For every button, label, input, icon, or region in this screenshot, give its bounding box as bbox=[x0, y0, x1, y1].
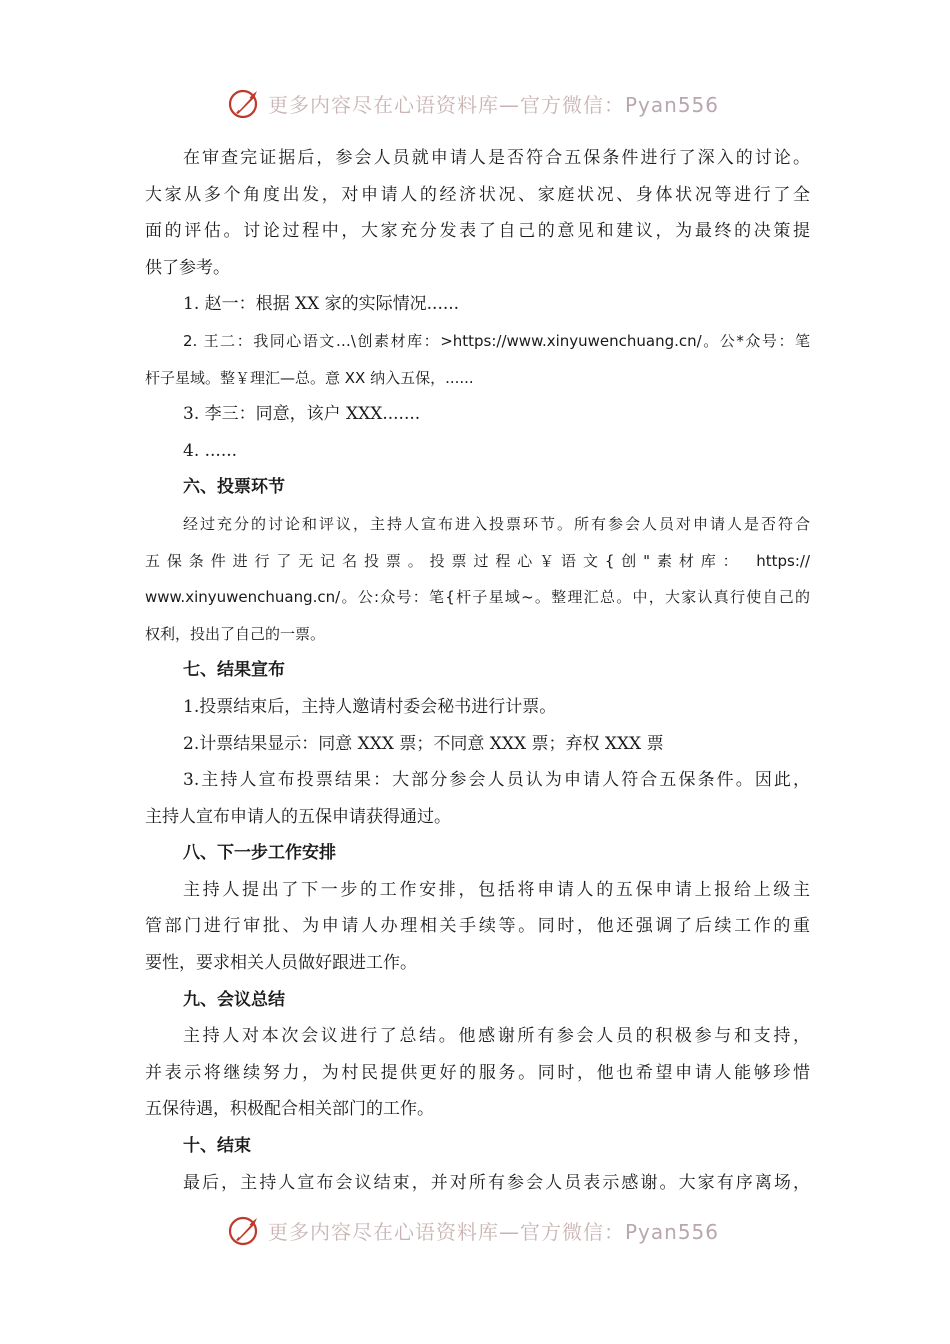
pen-nib-circle-icon bbox=[228, 86, 262, 120]
paragraph-line: 供了参考。 bbox=[145, 257, 230, 278]
paragraph-line: 并表示将继续努力，为村民提供更好的服务。同时，他也希望申请人能够珍惜 bbox=[145, 1062, 810, 1083]
paragraph-line: 主持人对本次会议进行了总结。他感谢所有参会人员的积极参与和支持， bbox=[183, 1026, 810, 1047]
paragraph-line: 管部门进行审批、为申请人办理相关手续等。同时，他还强调了后续工作的重 bbox=[145, 916, 810, 937]
list-item: 4. ...... bbox=[183, 440, 238, 461]
paragraph-line: 要性，要求相关人员做好跟进工作。 bbox=[145, 953, 417, 974]
paragraph-line: 面的评估。讨论过程中，大家充分发表了自己的意见和建议，为最终的决策提 bbox=[145, 221, 810, 242]
list-item: 1.投票结束后，主持人邀请村委会秘书进行计票。 bbox=[183, 696, 557, 717]
list-item: 1. 赵一：根据 XX 家的实际情况...... bbox=[183, 294, 460, 315]
list-item: 3.主持人宣布投票结果：大部分参会人员认为申请人符合五保条件。因此， bbox=[183, 770, 810, 791]
banner-wechat-id: Pyan556 bbox=[625, 1219, 720, 1244]
pen-nib-circle-icon bbox=[228, 1213, 262, 1247]
list-item: 2. 王二：我同心语文…\创素材库：>https://www.xinyuwenchuang.cn/。公*众号：笔 bbox=[183, 331, 810, 350]
paragraph-line: 大家从多个角度出发，对申请人的经济状况、家庭状况、身体状况等进行了全 bbox=[145, 184, 810, 205]
banner-title: 更多内容尽在心语资料库—官方微信： bbox=[268, 1219, 625, 1244]
paragraph-line: 在审查完证据后，参会人员就申请人是否符合五保条件进行了深入的讨论。 bbox=[183, 148, 810, 168]
document-body bbox=[145, 140, 810, 1201]
section-heading: 八、下一步工作安排 bbox=[183, 843, 336, 864]
paragraph-line: 五保待遇，积极配合相关部门的工作。 bbox=[145, 1099, 434, 1120]
section-heading: 七、结果宣布 bbox=[183, 660, 285, 681]
list-item: 2.计票结果显示：同意 XXX 票；不同意 XXX 票；弃权 XXX 票 bbox=[183, 733, 664, 754]
list-item-continuation: 杆子星域。整￥理汇—总。意 XX 纳入五保，...... bbox=[145, 368, 474, 387]
banner-title: 更多内容尽在心语资料库—官方微信： bbox=[268, 92, 625, 117]
paragraph-line: 经过充分的讨论和评议，主持人宣布进入投票环节。所有参会人员对申请人是否符合 bbox=[183, 514, 810, 533]
banner-text bbox=[268, 1216, 719, 1245]
banner-text bbox=[268, 89, 719, 118]
paragraph-line: 主持人提出了下一步的工作安排，包括将申请人的五保申请上报给上级主 bbox=[183, 879, 810, 900]
paragraph-line: 最后，主持人宣布会议结束，并对所有参会人员表示感谢。大家有序离场， bbox=[183, 1172, 810, 1193]
paragraph-line: 权利，投出了自己的一票。 bbox=[145, 624, 326, 643]
footer-banner bbox=[228, 1210, 728, 1250]
section-heading: 六、投票环节 bbox=[183, 477, 285, 498]
list-item-continuation: 主持人宣布申请人的五保申请获得通过。 bbox=[145, 806, 451, 827]
header-banner bbox=[228, 83, 728, 123]
paragraph-line: 五保条件进行了无记名投票。投票过程心￥语文{创"素材库： https:// bbox=[145, 551, 810, 570]
banner-wechat-id: Pyan556 bbox=[625, 92, 720, 117]
section-heading: 十、结束 bbox=[183, 1136, 251, 1157]
section-heading: 九、会议总结 bbox=[183, 989, 285, 1010]
paragraph-line: www.xinyuwenchuang.cn/。公:众号：笔{杆子星域~。整理汇总。中，大家认真行使自己的 bbox=[145, 588, 810, 607]
list-item: 3. 李三：同意，该户 XXX....... bbox=[183, 404, 421, 425]
